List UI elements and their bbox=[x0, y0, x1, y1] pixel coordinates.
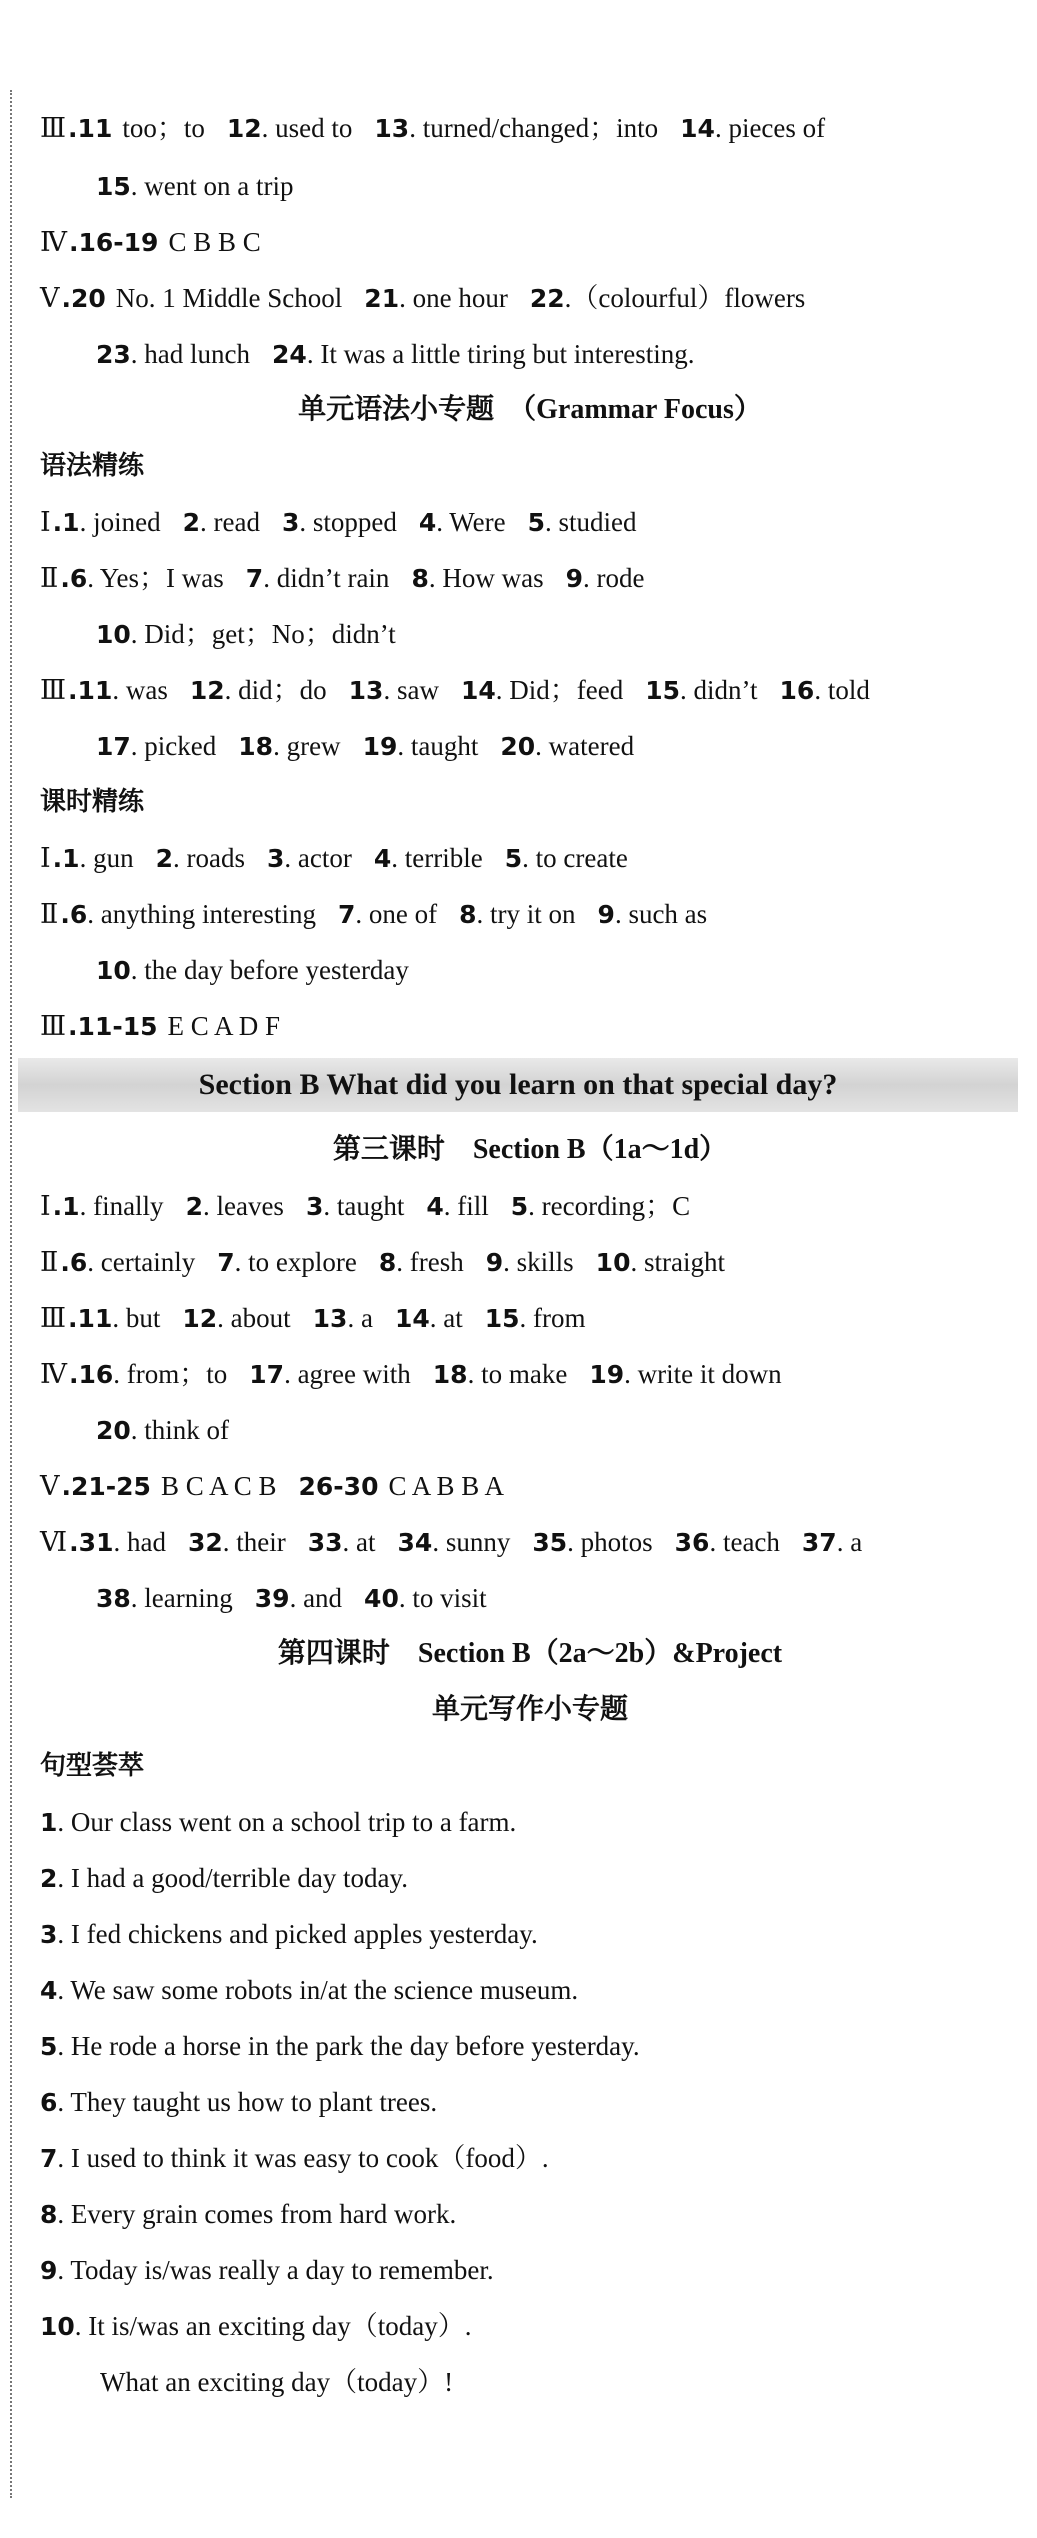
answer-item bbox=[308, 1527, 376, 1557]
answer-text: . joined bbox=[79, 507, 161, 537]
answer-text: . sunny bbox=[432, 1527, 511, 1557]
answer-item bbox=[96, 171, 294, 201]
question-number: .1 bbox=[52, 508, 80, 537]
sentence-text: . We saw some robots in/at the science museum. bbox=[57, 1975, 579, 2005]
question-number: .11 bbox=[68, 676, 113, 705]
answer-item bbox=[60, 1247, 195, 1277]
answer-text: . straight bbox=[630, 1247, 725, 1277]
answer-item bbox=[96, 731, 216, 761]
roman-numeral: Ⅲ bbox=[40, 1303, 67, 1334]
answer-item bbox=[566, 563, 645, 593]
question-number: 13 bbox=[312, 1304, 348, 1333]
answer-text: C B B C bbox=[168, 227, 261, 257]
margin-dotted-line bbox=[10, 90, 12, 2498]
answer-text: . Did；feed bbox=[495, 675, 624, 705]
answer-item bbox=[433, 1359, 568, 1389]
answer-text: . and bbox=[289, 1583, 343, 1613]
question-number: 7 bbox=[245, 564, 264, 593]
answer-item bbox=[500, 731, 634, 761]
question-number: 9 bbox=[597, 900, 615, 929]
question-number: 2 bbox=[155, 844, 173, 873]
answer-row bbox=[96, 946, 409, 994]
question-number: 20 bbox=[96, 1416, 131, 1445]
answer-text: . learning bbox=[130, 1583, 233, 1613]
answer-text: . try it on bbox=[476, 899, 576, 929]
answer-text: . Did；get；No；didn’t bbox=[130, 619, 396, 649]
question-number: 14 bbox=[460, 676, 496, 705]
answer-text: . one hour bbox=[399, 283, 508, 313]
answer-row bbox=[40, 554, 644, 602]
answer-text: . finally bbox=[79, 1191, 164, 1221]
answer-text: . had lunch bbox=[130, 339, 251, 369]
answer-item bbox=[68, 1303, 160, 1333]
question-number: 14 bbox=[680, 114, 715, 143]
grammar-practice-heading: 语法精练 bbox=[40, 451, 145, 481]
roman-numeral: Ⅰ bbox=[40, 507, 51, 538]
question-number: 13 bbox=[348, 676, 384, 705]
answer-item bbox=[96, 339, 250, 369]
grammar-focus-title: 单元语法小专题 （Grammar Focus） bbox=[298, 394, 762, 425]
answer-item bbox=[459, 899, 575, 929]
sentence-row bbox=[40, 1798, 516, 1846]
answer-item bbox=[426, 1191, 488, 1221]
question-number: 39 bbox=[254, 1584, 290, 1613]
sentence-text: . Today is/was really a day to remember. bbox=[57, 2255, 494, 2285]
answer-text: . at bbox=[342, 1527, 376, 1557]
sentence-row bbox=[40, 2302, 471, 2350]
roman-numeral: Ⅲ bbox=[40, 675, 67, 706]
question-number: 35 bbox=[532, 1528, 568, 1557]
answer-row bbox=[40, 104, 825, 152]
answer-text: . a bbox=[836, 1527, 863, 1557]
sentence-number: 8 bbox=[40, 2200, 58, 2229]
answer-text: . fill bbox=[443, 1191, 489, 1221]
answer-text: . to create bbox=[522, 843, 628, 873]
sentence-text: . I used to think it was easy to cook（food）. bbox=[57, 2143, 549, 2173]
answer-item bbox=[238, 731, 340, 761]
question-number: 14 bbox=[394, 1304, 430, 1333]
question-number: 3 bbox=[305, 1192, 324, 1221]
answer-text: . a bbox=[347, 1303, 373, 1333]
answer-item bbox=[188, 1527, 286, 1557]
answer-text: . to explore bbox=[234, 1247, 357, 1277]
question-number: 5 bbox=[527, 508, 545, 537]
answer-item bbox=[282, 507, 397, 537]
roman-numeral: Ⅱ bbox=[40, 1247, 59, 1278]
sentence-patterns-heading: 句型荟萃 bbox=[40, 1751, 145, 1781]
question-number: .16-19 bbox=[68, 228, 159, 257]
question-number: .11 bbox=[68, 1304, 113, 1333]
answer-text: . recording；C bbox=[528, 1191, 691, 1221]
answer-row bbox=[40, 1462, 504, 1510]
answer-item bbox=[528, 507, 637, 537]
roman-numeral: Ⅴ bbox=[40, 283, 60, 314]
roman-numeral: Ⅲ bbox=[40, 1011, 67, 1042]
question-number: 2 bbox=[185, 1192, 203, 1221]
answer-text: . Yes；I was bbox=[87, 563, 224, 593]
question-number: 19 bbox=[589, 1360, 625, 1389]
question-number: 22 bbox=[529, 284, 565, 313]
answer-row bbox=[40, 1238, 725, 1286]
answer-text: . watered bbox=[535, 731, 635, 761]
answer-text: . from；to bbox=[113, 1359, 228, 1389]
answer-text: . went on a trip bbox=[130, 171, 294, 201]
roman-numeral: Ⅱ bbox=[40, 899, 59, 930]
answer-item bbox=[69, 1527, 166, 1557]
answer-item bbox=[53, 1191, 164, 1221]
answer-item bbox=[68, 113, 205, 143]
answer-text: . agree with bbox=[284, 1359, 411, 1389]
question-number: 5 bbox=[504, 844, 523, 873]
sentence-number: 1 bbox=[40, 1808, 58, 1837]
question-number: .6 bbox=[60, 900, 88, 929]
question-number: .11-15 bbox=[68, 1012, 158, 1041]
question-number: .6 bbox=[60, 564, 88, 593]
answer-text: . used to bbox=[261, 113, 353, 143]
answer-text: . to visit bbox=[398, 1583, 487, 1613]
question-number: 32 bbox=[187, 1528, 223, 1557]
answer-text: . the day before yesterday bbox=[130, 955, 409, 985]
question-number: 40 bbox=[364, 1584, 399, 1613]
answer-row bbox=[40, 1182, 690, 1230]
question-number: 10 bbox=[595, 1248, 631, 1277]
question-number: 4 bbox=[373, 844, 392, 873]
answer-row bbox=[40, 218, 261, 266]
answer-text: . was bbox=[112, 675, 168, 705]
question-number: 34 bbox=[397, 1528, 433, 1557]
sentence-number: 7 bbox=[40, 2144, 58, 2173]
answer-item bbox=[349, 675, 439, 705]
lesson-practice-heading: 课时精练 bbox=[40, 787, 145, 817]
answer-text: . certainly bbox=[87, 1247, 196, 1277]
sentence-number: 2 bbox=[40, 1864, 58, 1893]
answer-item bbox=[267, 843, 352, 873]
answer-item bbox=[69, 1359, 227, 1389]
answer-text: . pieces of bbox=[714, 113, 826, 143]
answer-row bbox=[96, 162, 294, 210]
answer-text: . studied bbox=[544, 507, 637, 537]
answer-row bbox=[40, 498, 636, 546]
question-number: 10 bbox=[96, 956, 131, 985]
answer-item bbox=[227, 113, 353, 143]
sentence-row bbox=[40, 2022, 640, 2070]
answer-text: . their bbox=[222, 1527, 286, 1557]
answer-text: E C A D F bbox=[167, 1011, 281, 1041]
answer-item bbox=[306, 1191, 404, 1221]
question-number: 38 bbox=[96, 1584, 131, 1613]
answer-item bbox=[505, 843, 628, 873]
question-number: 21 bbox=[364, 284, 400, 313]
answer-row bbox=[40, 666, 870, 714]
answer-text: . turned/changed；into bbox=[409, 113, 659, 143]
question-number: .1 bbox=[52, 1192, 80, 1221]
answer-item bbox=[645, 675, 757, 705]
answer-row bbox=[40, 1518, 862, 1566]
sentence-number: 6 bbox=[40, 2088, 58, 2117]
answer-row bbox=[40, 1002, 280, 1050]
lesson3-title: 第三课时 Section B（1a～1d） bbox=[332, 1134, 728, 1165]
answer-text: . told bbox=[814, 675, 870, 705]
answer-item bbox=[183, 507, 260, 537]
answer-item bbox=[249, 1359, 411, 1389]
answer-item bbox=[395, 1303, 463, 1333]
question-number: .16 bbox=[68, 1360, 114, 1389]
answer-item bbox=[364, 283, 508, 313]
question-number: 37 bbox=[801, 1528, 837, 1557]
question-number: .11 bbox=[68, 114, 113, 143]
answer-text: . terrible bbox=[391, 843, 483, 873]
answer-text: . taught bbox=[323, 1191, 405, 1221]
sentence-row bbox=[40, 1910, 538, 1958]
answer-text: . one of bbox=[355, 899, 438, 929]
answer-item bbox=[780, 675, 870, 705]
answer-item bbox=[364, 1583, 487, 1613]
question-number: 36 bbox=[674, 1528, 710, 1557]
roman-numeral: Ⅰ bbox=[40, 843, 51, 874]
sentence-text: . Every grain comes from hard work. bbox=[57, 2199, 457, 2229]
answer-text: . anything interesting bbox=[87, 899, 316, 929]
question-number: 24 bbox=[272, 340, 307, 369]
answer-text: . read bbox=[199, 507, 260, 537]
answer-item bbox=[96, 619, 396, 649]
answer-item bbox=[272, 339, 694, 369]
answer-text: . roads bbox=[172, 843, 245, 873]
sentence-text: . It is/was an exciting day（today）. bbox=[74, 2311, 472, 2341]
answer-text: too；to bbox=[122, 113, 205, 143]
answer-text: . photos bbox=[567, 1527, 653, 1557]
question-number: .31 bbox=[69, 1528, 114, 1557]
answer-item bbox=[68, 1011, 280, 1041]
answer-item bbox=[486, 1247, 574, 1277]
answer-text: . taught bbox=[397, 731, 479, 761]
question-number: 3 bbox=[281, 508, 300, 537]
answer-item bbox=[338, 899, 437, 929]
answer-text: . leaves bbox=[202, 1191, 284, 1221]
answer-item bbox=[374, 113, 658, 143]
answer-item bbox=[802, 1527, 862, 1557]
answer-item bbox=[53, 507, 161, 537]
answer-item bbox=[461, 675, 623, 705]
answer-item bbox=[96, 1415, 229, 1445]
answer-item bbox=[255, 1583, 342, 1613]
sentence-row bbox=[40, 2246, 494, 2294]
question-number: 10 bbox=[96, 620, 131, 649]
answer-item bbox=[60, 899, 316, 929]
answer-item bbox=[62, 1471, 277, 1501]
question-number: .6 bbox=[60, 1248, 88, 1277]
answer-text: . actor bbox=[284, 843, 352, 873]
answer-text: . at bbox=[429, 1303, 463, 1333]
question-number: 15 bbox=[96, 172, 131, 201]
sentence-text: . He rode a horse in the park the day before yesterday. bbox=[57, 2031, 640, 2061]
question-number: 18 bbox=[238, 732, 274, 761]
sentence-number: 9 bbox=[40, 2256, 58, 2285]
answer-text: . skills bbox=[503, 1247, 574, 1277]
answer-row bbox=[96, 1574, 487, 1622]
question-number: 13 bbox=[374, 114, 410, 143]
answer-text: . did；do bbox=[224, 675, 327, 705]
question-number: 8 bbox=[411, 564, 429, 593]
question-number: .20 bbox=[61, 284, 106, 313]
answer-row bbox=[40, 274, 805, 322]
answer-item bbox=[96, 955, 409, 985]
sentence-number: 3 bbox=[40, 1920, 58, 1949]
roman-numeral: Ⅴ bbox=[40, 1471, 60, 1502]
answer-item bbox=[313, 1303, 373, 1333]
question-number: 12 bbox=[189, 676, 225, 705]
question-number: 17 bbox=[96, 732, 131, 761]
answer-item bbox=[485, 1303, 586, 1333]
answer-item bbox=[419, 507, 506, 537]
answer-text: . How was bbox=[428, 563, 544, 593]
answer-item bbox=[675, 1527, 780, 1557]
answer-text: . about bbox=[217, 1303, 291, 1333]
answer-row bbox=[40, 1350, 782, 1398]
answer-text: . such as bbox=[614, 899, 708, 929]
question-number: 33 bbox=[307, 1528, 343, 1557]
answer-text: . but bbox=[112, 1303, 161, 1333]
answer-item bbox=[589, 1359, 781, 1389]
answer-item bbox=[217, 1247, 357, 1277]
answer-text: . from bbox=[519, 1303, 586, 1333]
roman-numeral: Ⅳ bbox=[40, 227, 67, 258]
answer-text: . Were bbox=[436, 507, 506, 537]
lesson4-title: 第四课时 Section B（2a～2b）&Project bbox=[277, 1638, 783, 1669]
answer-item bbox=[182, 1303, 290, 1333]
question-number: 5 bbox=[510, 1192, 529, 1221]
question-number: 2 bbox=[182, 508, 200, 537]
question-number: 4 bbox=[418, 508, 437, 537]
answer-text: .（colourful）flowers bbox=[564, 283, 806, 313]
answer-text: No. 1 Middle School bbox=[115, 283, 343, 313]
last-sentence: What an exciting day（today）! bbox=[100, 2367, 454, 2397]
question-number: 20 bbox=[500, 732, 536, 761]
answer-item bbox=[53, 843, 134, 873]
question-number: 23 bbox=[96, 340, 131, 369]
sentence-row bbox=[40, 1854, 408, 1902]
answer-item bbox=[411, 563, 543, 593]
answer-item bbox=[68, 675, 168, 705]
answer-text: . didn’t rain bbox=[263, 563, 390, 593]
sentence-number: 5 bbox=[40, 2032, 58, 2061]
writing-focus-title: 单元写作小专题 bbox=[431, 1694, 628, 1725]
answer-item bbox=[363, 731, 479, 761]
answer-text: . gun bbox=[79, 843, 134, 873]
roman-numeral: Ⅳ bbox=[40, 1359, 67, 1390]
answer-text: . think of bbox=[130, 1415, 230, 1445]
answer-row bbox=[40, 890, 707, 938]
answer-text: . had bbox=[113, 1527, 166, 1557]
answer-text: . teach bbox=[709, 1527, 780, 1557]
sentence-row bbox=[40, 2078, 437, 2126]
answer-item bbox=[374, 843, 483, 873]
sentence-text: . Our class went on a school trip to a farm. bbox=[57, 1807, 517, 1837]
question-number: 15 bbox=[645, 676, 681, 705]
answer-item bbox=[69, 227, 261, 257]
answer-item bbox=[246, 563, 390, 593]
answer-text: . It was a little tiring but interesting. bbox=[306, 339, 695, 369]
roman-numeral: Ⅲ bbox=[40, 113, 67, 144]
answer-row bbox=[40, 1294, 586, 1342]
answer-text: . saw bbox=[383, 675, 439, 705]
sentence-row bbox=[40, 1966, 578, 2014]
sentence-number: 10 bbox=[40, 2312, 75, 2341]
answer-item bbox=[190, 675, 327, 705]
question-number: 15 bbox=[484, 1304, 520, 1333]
answer-text: . rode bbox=[583, 563, 645, 593]
answer-item bbox=[379, 1247, 464, 1277]
question-number: 16 bbox=[779, 676, 815, 705]
answer-row bbox=[40, 834, 628, 882]
answer-item bbox=[596, 1247, 725, 1277]
question-number: 19 bbox=[362, 732, 398, 761]
sentence-row bbox=[40, 2134, 549, 2182]
answer-text: C A B B A bbox=[388, 1471, 505, 1501]
answer-row bbox=[96, 1406, 229, 1454]
answer-text: . picked bbox=[130, 731, 217, 761]
answer-item bbox=[398, 1527, 511, 1557]
question-number: 12 bbox=[182, 1304, 218, 1333]
answer-text: . write it down bbox=[624, 1359, 782, 1389]
section-b-banner: Section B What did you learn on that special day? bbox=[18, 1058, 1018, 1112]
question-number: 8 bbox=[378, 1248, 397, 1277]
answer-item bbox=[96, 1583, 233, 1613]
roman-numeral: Ⅰ bbox=[40, 1191, 51, 1222]
answer-item bbox=[186, 1191, 284, 1221]
answer-item bbox=[530, 283, 806, 313]
question-number: 17 bbox=[249, 1360, 285, 1389]
answer-item bbox=[532, 1527, 652, 1557]
answer-text: B C A C B bbox=[160, 1471, 277, 1501]
answer-item bbox=[299, 1471, 505, 1501]
question-number: 8 bbox=[459, 900, 477, 929]
question-number: 7 bbox=[217, 1248, 235, 1277]
question-number: 3 bbox=[266, 844, 285, 873]
answer-item bbox=[680, 113, 825, 143]
question-number: 26-30 bbox=[298, 1472, 379, 1501]
answer-text: . didn’t bbox=[680, 675, 758, 705]
sentence-number: 4 bbox=[40, 1976, 58, 2005]
question-number: 7 bbox=[337, 900, 356, 929]
answer-text: . fresh bbox=[396, 1247, 464, 1277]
answer-item bbox=[598, 899, 708, 929]
question-number: 4 bbox=[426, 1192, 444, 1221]
answer-text: . grew bbox=[273, 731, 341, 761]
roman-numeral: Ⅱ bbox=[40, 563, 59, 594]
answer-item bbox=[60, 563, 223, 593]
question-number: 9 bbox=[485, 1248, 504, 1277]
answer-row bbox=[96, 722, 634, 770]
sentence-row bbox=[40, 2190, 456, 2238]
answer-item bbox=[156, 843, 245, 873]
answer-row bbox=[96, 330, 695, 378]
question-number: 18 bbox=[432, 1360, 468, 1389]
answer-text: . stopped bbox=[299, 507, 397, 537]
answer-item bbox=[62, 283, 343, 313]
question-number: 12 bbox=[226, 114, 262, 143]
question-number: .21-25 bbox=[61, 1472, 151, 1501]
question-number: .1 bbox=[52, 844, 80, 873]
roman-numeral: Ⅵ bbox=[40, 1527, 68, 1558]
sentence-text: . I fed chickens and picked apples yesterday. bbox=[57, 1919, 538, 1949]
answer-item bbox=[511, 1191, 690, 1221]
sentence-text: . They taught us how to plant trees. bbox=[57, 2087, 438, 2117]
answer-text: . to make bbox=[467, 1359, 568, 1389]
sentence-text: . I had a good/terrible day today. bbox=[57, 1863, 409, 1893]
answer-row bbox=[96, 610, 396, 658]
question-number: 9 bbox=[565, 564, 583, 593]
